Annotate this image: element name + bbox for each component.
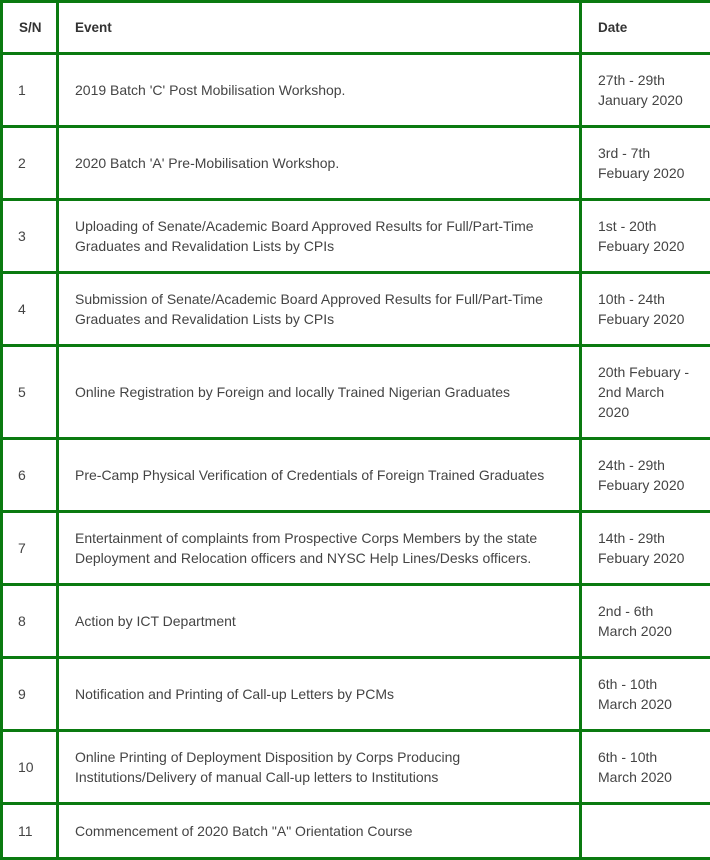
row-event: 2020 Batch 'A' Pre-Mobilisation Workshop. [58,127,581,200]
row-date: 10th - 24th Febuary 2020 [581,273,710,346]
row-sn: 2 [2,127,58,200]
row-date: 2nd - 6th March 2020 [581,585,710,658]
row-sn: 10 [2,731,58,804]
table-row [2,439,710,512]
table-row [2,512,710,585]
row-event: Entertainment of complaints from Prospective Corps Members by the state Deployment and Relocation officers and NYSC Help Lines/Desks officers. [58,512,581,585]
row-date: 27th - 29th January 2020 [581,54,710,127]
row-sn: 3 [2,200,58,273]
table-row [2,346,710,439]
table-row [2,127,710,200]
row-date: 6th - 10th March 2020 [581,731,710,804]
row-sn: 6 [2,439,58,512]
row-date: 20th Febuary - 2nd March 2020 [581,346,710,439]
row-event: Online Registration by Foreign and locally Trained Nigerian Graduates [58,346,581,439]
table-row [2,585,710,658]
row-date: 1st - 20th Febuary 2020 [581,200,710,273]
row-event: Uploading of Senate/Academic Board Approved Results for Full/Part-Time Graduates and Revalidation Lists by CPIs [58,200,581,273]
table-row [2,804,710,859]
table-row [2,658,710,731]
row-sn: 4 [2,273,58,346]
row-sn: 9 [2,658,58,731]
header-event: Event [58,2,581,54]
row-date [581,804,710,859]
row-date: 3rd - 7th Febuary 2020 [581,127,710,200]
row-event: 2019 Batch 'C' Post Mobilisation Workshop. [58,54,581,127]
row-date: 24th - 29th Febuary 2020 [581,439,710,512]
row-event: Action by ICT Department [58,585,581,658]
row-sn: 1 [2,54,58,127]
table-row [2,54,710,127]
table-row [2,731,710,804]
row-event: Pre-Camp Physical Verification of Credentials of Foreign Trained Graduates [58,439,581,512]
header-sn: S/N [2,2,58,54]
row-event: Submission of Senate/Academic Board Approved Results for Full/Part-Time Graduates and Revalidation Lists by CPIs [58,273,581,346]
table-row [2,200,710,273]
row-sn: 7 [2,512,58,585]
header-date: Date [581,2,710,54]
table-row [2,273,710,346]
row-event: Commencement of 2020 Batch "A" Orientation Course [58,804,581,859]
row-event: Notification and Printing of Call-up Letters by PCMs [58,658,581,731]
table-header-row [2,2,710,54]
row-date: 14th - 29th Febuary 2020 [581,512,710,585]
row-sn: 8 [2,585,58,658]
row-sn: 5 [2,346,58,439]
row-date: 6th - 10th March 2020 [581,658,710,731]
row-sn: 11 [2,804,58,859]
row-event: Online Printing of Deployment Disposition by Corps Producing Institutions/Delivery of manual Call-up letters to Institutions [58,731,581,804]
